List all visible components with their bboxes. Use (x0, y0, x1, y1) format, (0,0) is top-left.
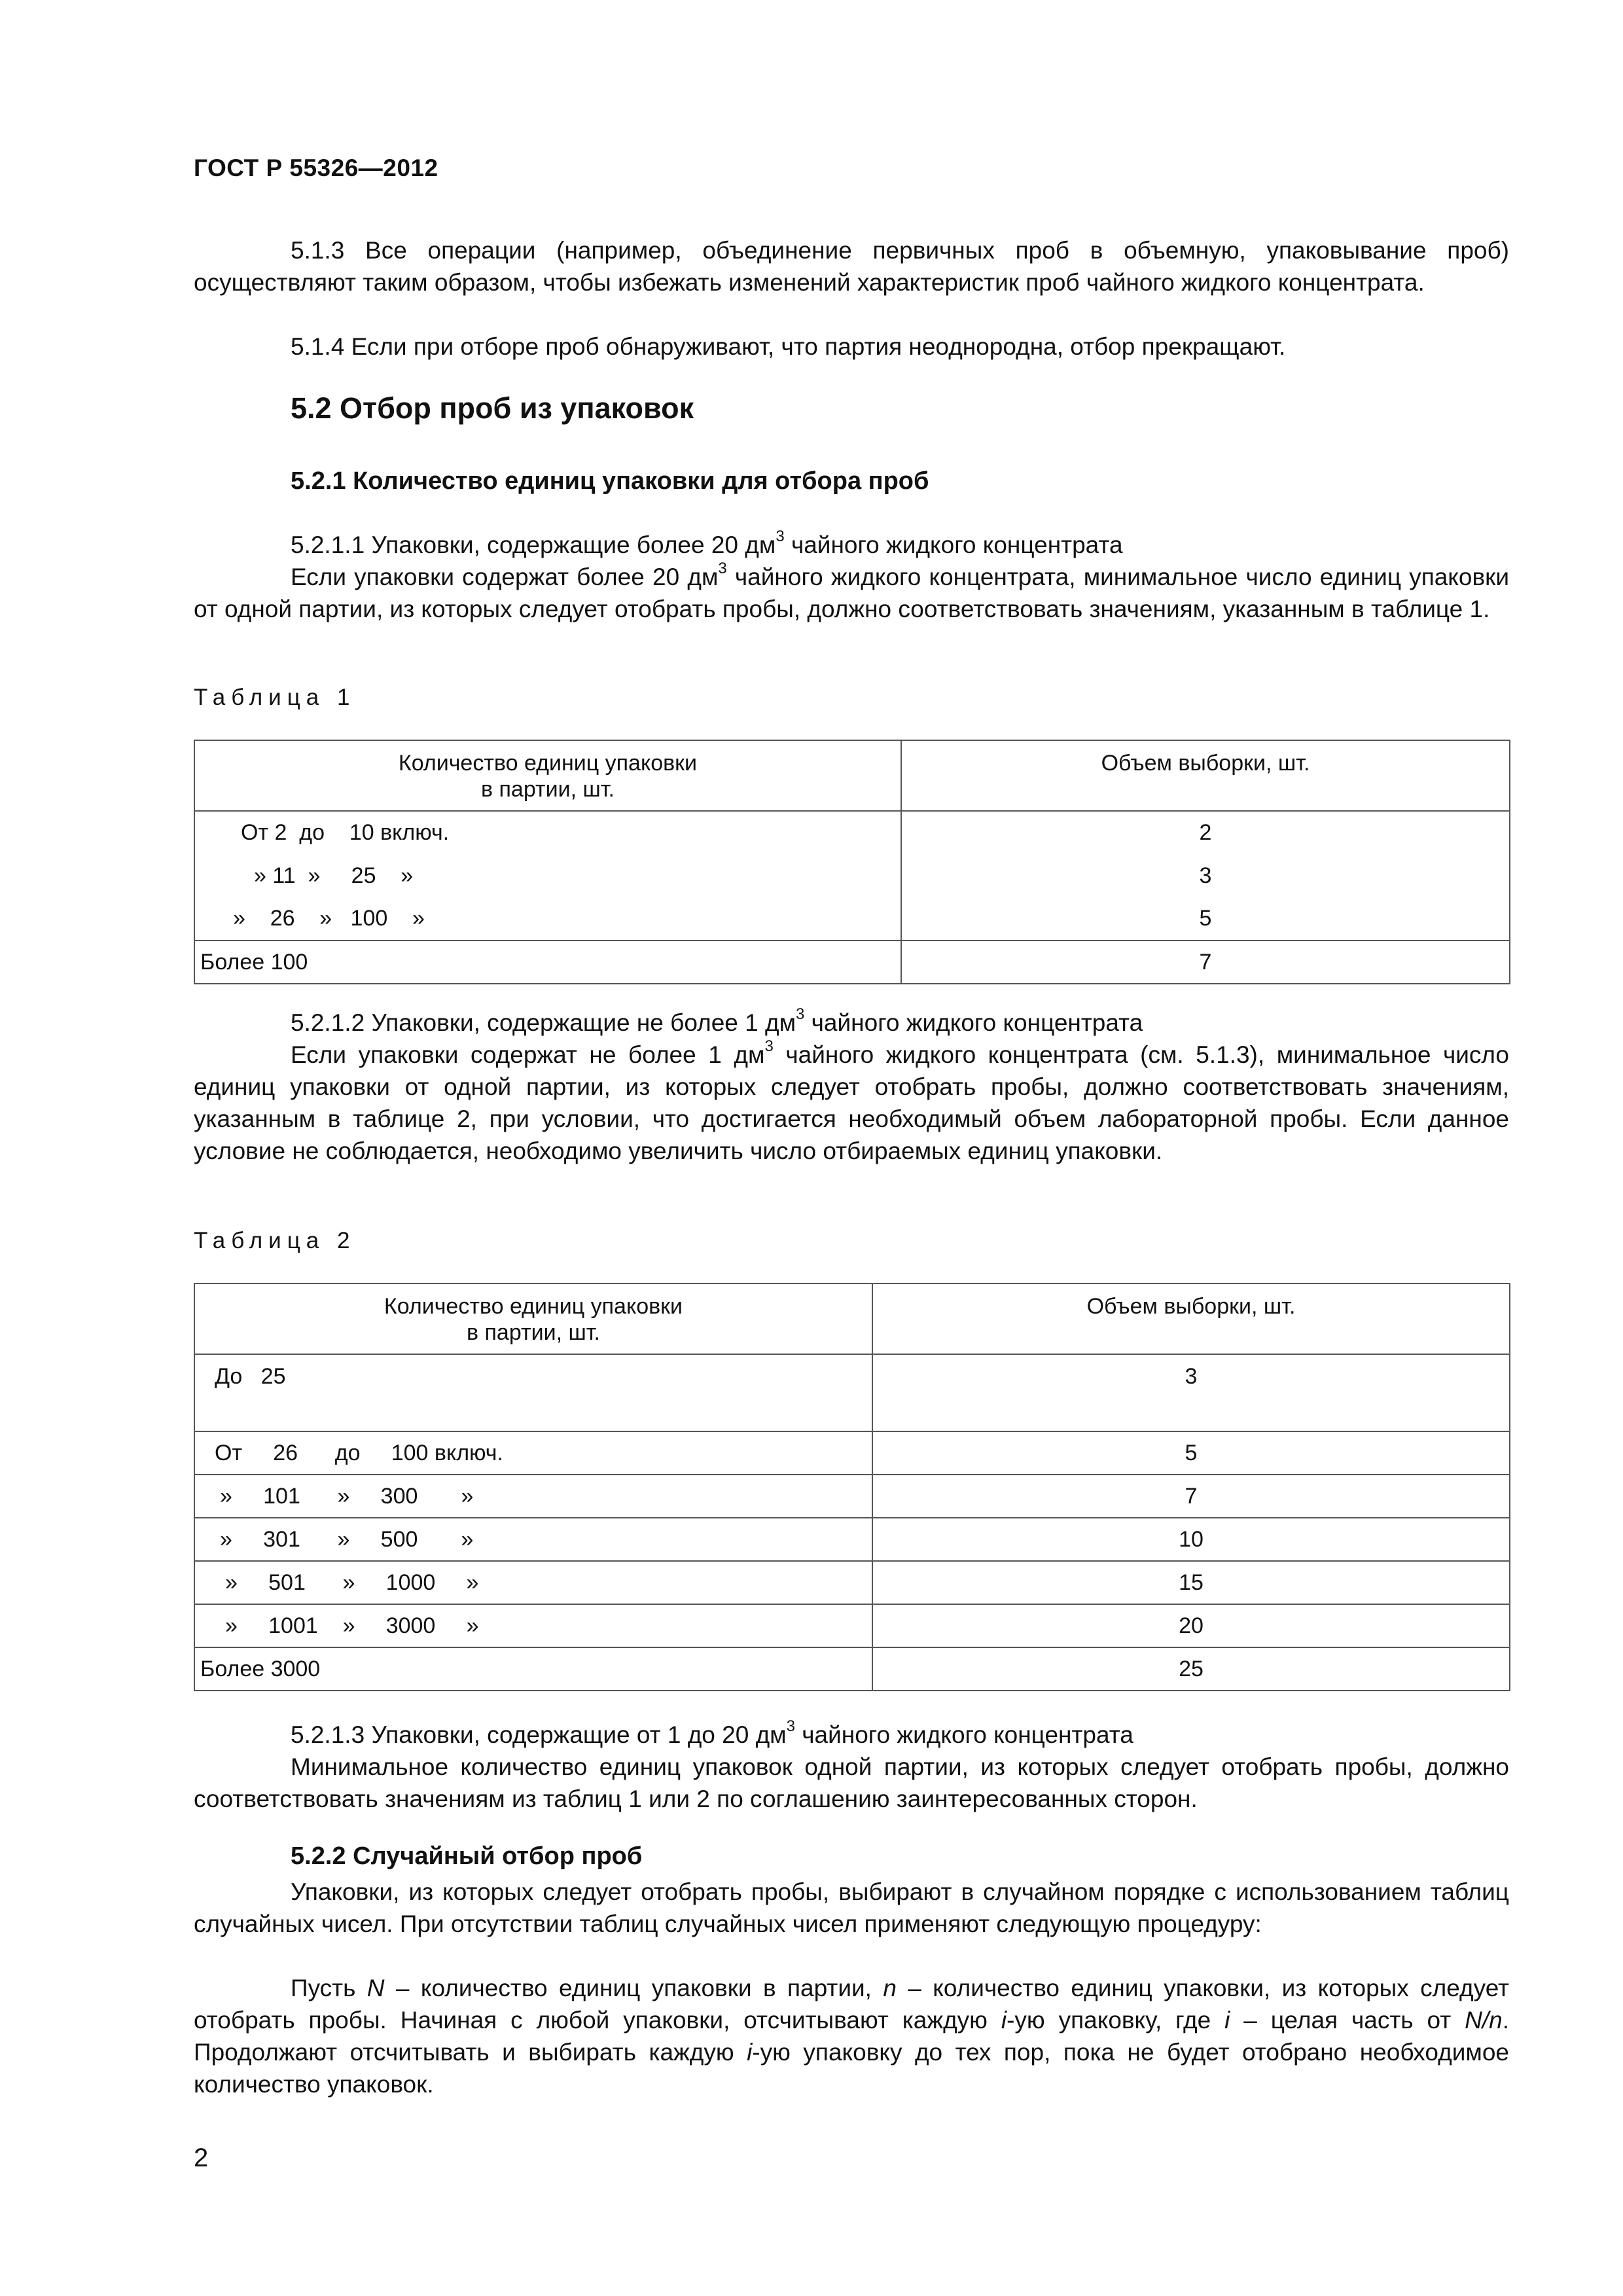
table-cell: » 101 » 300 » (194, 1475, 872, 1518)
table-1 (194, 740, 1510, 984)
paragraph-5-2-2: Упаковки, из которых следует отобрать пробы, выбирают в случайном порядке с использованием таблиц случайных чисел. При отсутствии таблиц случайных чисел применяют следующую процедуру: (194, 1878, 1509, 1937)
paragraph-5-1-3: 5.1.3 Все операции (например, объединение первичных проб в объемную, упаковывание проб) осуществляют таким образом, чтобы избежать изменений характеристик проб чайного жидкого концентрата. (194, 237, 1509, 296)
table-cell: До 25 (194, 1354, 872, 1431)
table-cell: » 11 » 25 » (194, 854, 901, 897)
paragraph-5-2-1-3: Минимальное количество единиц упаковок одной партии, из которых следует отобрать пробы, должно соответствовать значениям из таблиц 1 или 2 по соглашению заинтересованных сторон. (194, 1753, 1509, 1812)
table-row (194, 1431, 1510, 1475)
table-cell: 7 (901, 941, 1510, 984)
table-cell: Более 100 (194, 941, 901, 984)
subsection-heading-5-2-1: 5.2.1 Количество единиц упаковки для отбора проб (291, 467, 929, 495)
page-number: 2 (194, 2144, 209, 2172)
paragraph-5-2-2-procedure: Пусть N – количество единиц упаковки в партии, n – количество единиц упаковки, из которых следует отобрать пробы. Начиная с любой упаковки, отсчитывают каждую i-ую упаковку, где i – целая часть от N/n. Продолжают отсчитывать и выбирать каждую i-ую упаковку до тех пор, пока не будет отобрано необходимое количество упаковок. (194, 1975, 1510, 2098)
table-cell: 5 (901, 897, 1510, 941)
table-cell: 5 (872, 1431, 1510, 1475)
table-row (194, 811, 1510, 854)
table-header-sample-size: Объем выборки, шт. (872, 1283, 1510, 1354)
table-cell: 20 (872, 1604, 1510, 1647)
heading-5-2-1-2: 5.2.1.2 Упаковки, содержащие не более 1 $дм^3$ чайного жидкого концентрата (291, 1005, 1143, 1036)
table-row (194, 1604, 1510, 1647)
table-row (194, 941, 1510, 984)
table-2-caption: Таблица 2 (194, 1228, 356, 1253)
table-2 (194, 1283, 1510, 1691)
heading-5-2-1-1: 5.2.1.1 Упаковки, содержащие более 20 $дм^3$ чайного жидкого концентрата (291, 528, 1123, 558)
table-header-row (194, 1283, 1510, 1354)
table-row (194, 1561, 1510, 1604)
paragraph-5-2-1-2: Если упаковки содержат не более 1 $дм^3$ чайного жидкого концентрата (см. 5.1.3), минимальное число единиц упаковки от одной партии, из которых следует отобрать пробы, должно соответствовать значениям, указанным в таблице 2, при условии, что достигается необходимый объем лабораторной пробы. Если данное условие не соблюдается, необходимо увеличить число отбираемых единиц упаковки. (194, 1037, 1509, 1164)
table-cell: » 301 » 500 » (194, 1518, 872, 1561)
subsection-heading-5-2-2: 5.2.2 Случайный отбор проб (291, 1842, 643, 1870)
paragraph-5-2-1-1: Если упаковки содержат более 20 $дм^3$ чайного жидкого концентрата, минимальное число единиц упаковки от одной партии, из которых следует отобрать пробы, должно соответствовать значениям, указанным в таблице 1. (194, 560, 1509, 622)
table-cell: 25 (872, 1647, 1510, 1691)
table-cell: 3 (901, 854, 1510, 897)
table-row (194, 1518, 1510, 1561)
table-row (194, 1647, 1510, 1691)
table-header-sample-size: Объем выборки, шт. (901, 740, 1510, 811)
heading-5-2-1-3: 5.2.1.3 Упаковки, содержащие от 1 до 20 $дм^3$ чайного жидкого концентрата (291, 1717, 1133, 1748)
document-header: ГОСТ Р 55326—2012 (194, 154, 438, 181)
table-row (194, 1354, 1510, 1431)
table-cell: 2 (901, 811, 1510, 854)
table-cell: 3 (872, 1354, 1510, 1431)
paragraph-5-1-4: 5.1.4 Если при отборе проб обнаруживают, что партия неоднородна, отбор прекращают. (291, 333, 1286, 360)
table-row (194, 1475, 1510, 1518)
section-heading-5-2: 5.2 Отбор проб из упаковок (291, 391, 694, 425)
table-cell: » 26 » 100 » (194, 897, 901, 941)
table-header-quantity: Количество единиц упаковки в партии, шт. (194, 1283, 872, 1354)
table-cell: 10 (872, 1518, 1510, 1561)
table-row (194, 897, 1510, 941)
table-cell: От 26 до 100 включ. (194, 1431, 872, 1475)
table-cell: 7 (872, 1475, 1510, 1518)
table-cell: Более 3000 (194, 1647, 872, 1691)
table-cell: » 501 » 1000 » (194, 1561, 872, 1604)
table-row (194, 854, 1510, 897)
table-cell: От 2 до 10 включ. (194, 811, 901, 854)
table-cell: » 1001 » 3000 » (194, 1604, 872, 1647)
table-cell: 15 (872, 1561, 1510, 1604)
table-header-quantity: Количество единиц упаковки в партии, шт. (194, 740, 901, 811)
table-header-row (194, 740, 1510, 811)
table-1-caption: Таблица 1 (194, 685, 356, 710)
